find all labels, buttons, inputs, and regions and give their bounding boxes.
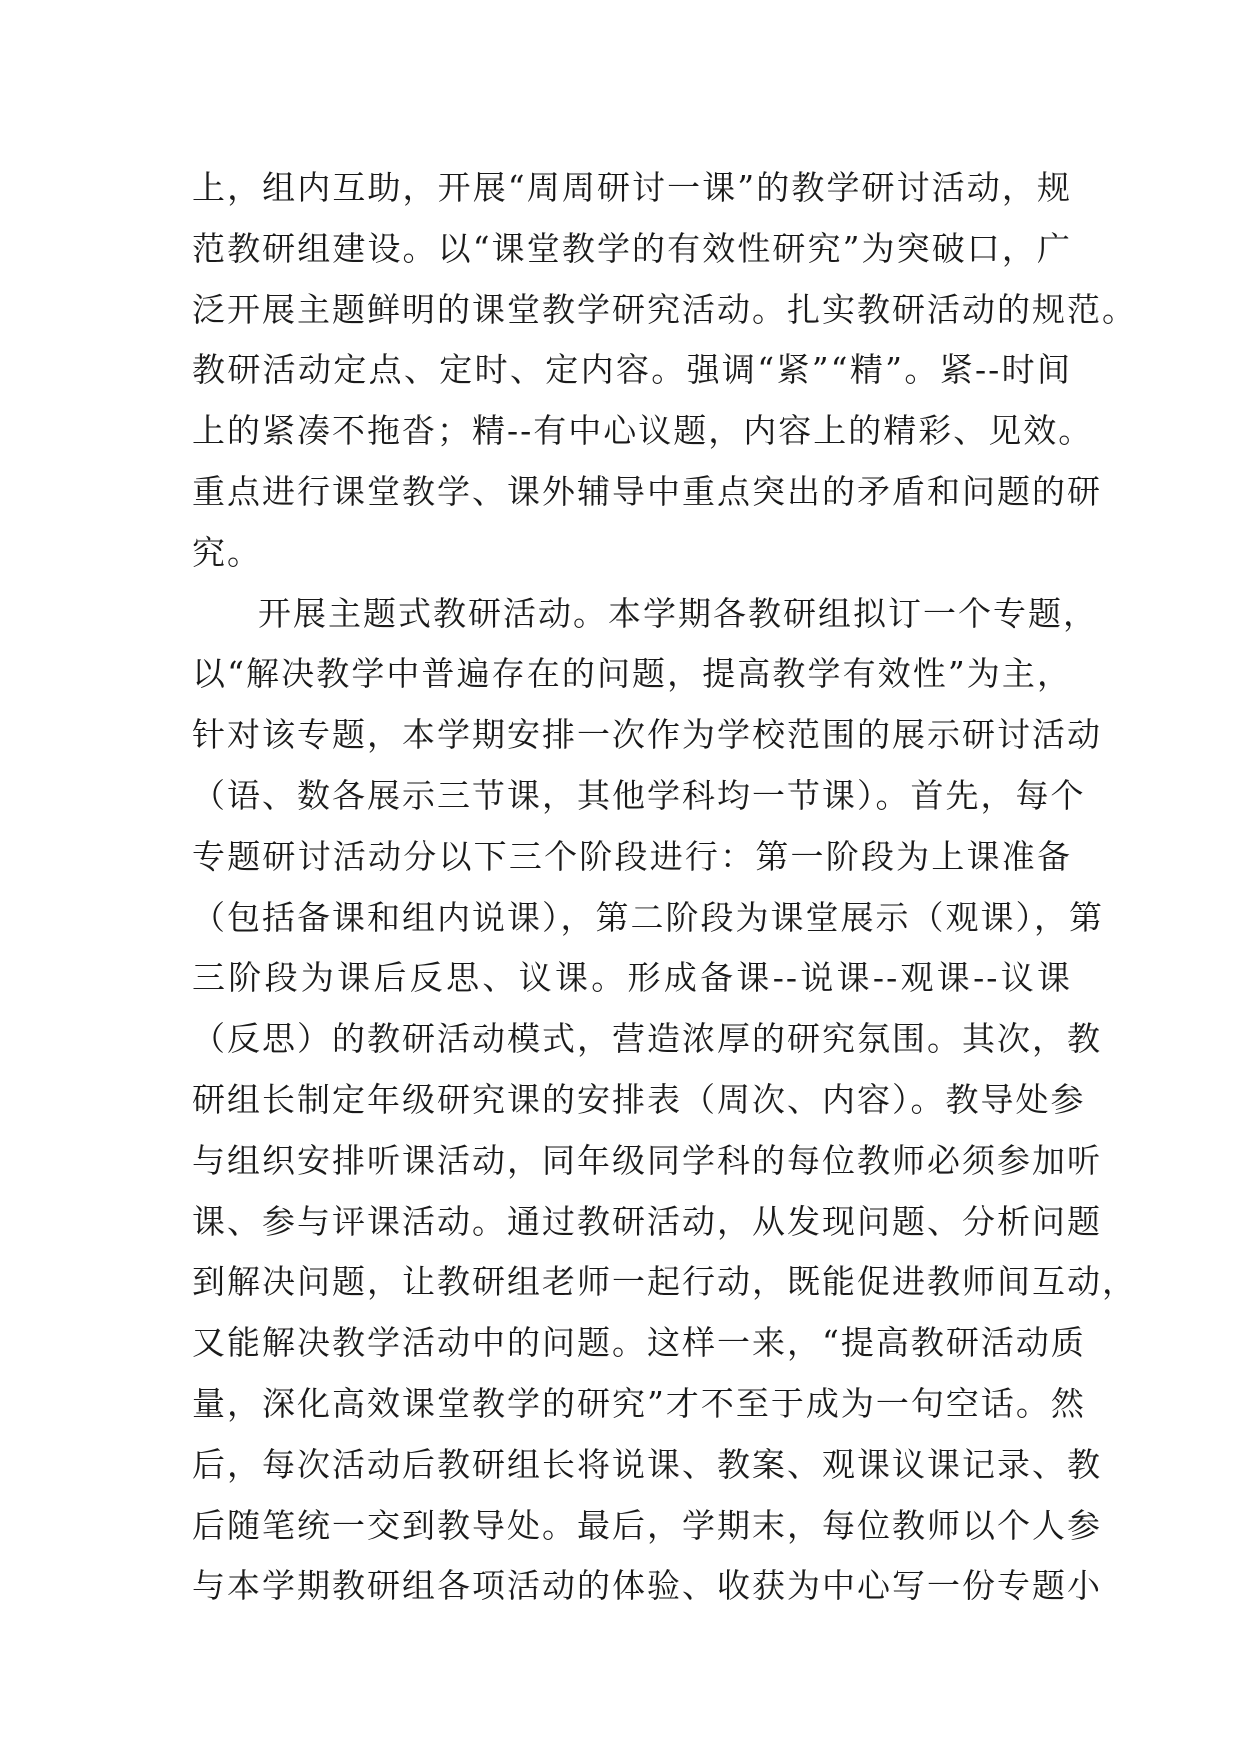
text-line: 与本学期教研组各项活动的体验、收获为中心写一份专题小 xyxy=(192,1566,1102,1606)
document-body xyxy=(192,158,1137,1617)
text-line: 上的紧凑不拖沓；精--有中心议题，内容上的精彩、见效。 xyxy=(192,411,1094,451)
text-line: 究。 xyxy=(192,532,262,572)
text-line: 教研活动定点、定时、定内容。强调“紧”“精”。紧--时间 xyxy=(192,350,1072,390)
text-line: （语、数各展示三节课，其他学科均一节课）。首先，每个 xyxy=(192,775,1086,815)
text-line: 针对该专题，本学期安排一次作为学校范围的展示研讨活动 xyxy=(192,715,1102,755)
paragraph-1 xyxy=(192,158,1137,584)
text-line: 以“解决教学中普遍存在的问题，提高教学有效性”为主， xyxy=(192,654,1072,694)
text-line: 开展主题式教研活动。本学期各教研组拟订一个专题， xyxy=(258,593,1098,633)
text-line: 三阶段为课后反思、议课。形成备课--说课--观课--议课 xyxy=(192,958,1072,998)
text-line: 泛开展主题鲜明的课堂教学研究活动。扎实教研活动的规范。 xyxy=(192,289,1137,329)
text-line: 课、参与评课活动。通过教研活动，从发现问题、分析问题 xyxy=(192,1201,1102,1241)
text-line: 又能解决教学活动中的问题。这样一来，“提高教研活动质 xyxy=(192,1323,1086,1363)
text-line: （反思）的教研活动模式，营造浓厚的研究氛围。其次，教 xyxy=(192,1019,1102,1059)
text-line: 研组长制定年级研究课的安排表（周次、内容）。教导处参 xyxy=(192,1079,1086,1119)
text-line: 量，深化高效课堂教学的研究”才不至于成为一句空话。然 xyxy=(192,1383,1086,1423)
text-line: 重点进行课堂教学、课外辅导中重点突出的矛盾和问题的研 xyxy=(192,471,1102,511)
text-line: 到解决问题，让教研组老师一起行动，既能促进教师间互动， xyxy=(192,1262,1137,1302)
text-line: 上，组内互助，开展“周周研讨一课”的教学研讨活动，规 xyxy=(192,168,1072,207)
text-line: 后随笔统一交到教导处。最后，学期末，每位教师以个人参 xyxy=(192,1505,1102,1545)
text-line: 专题研讨活动分以下三个阶段进行：第一阶段为上课准备 xyxy=(192,836,1072,876)
paragraph-2 xyxy=(192,584,1137,1618)
text-line: 与组织安排听课活动，同年级同学科的每位教师必须参加听 xyxy=(192,1140,1102,1180)
text-line: 后，每次活动后教研组长将说课、教案、观课议课记录、教 xyxy=(192,1444,1102,1484)
text-line: （包括备课和组内说课），第二阶段为课堂展示（观课），第 xyxy=(192,897,1104,937)
text-line: 范教研组建设。以“课堂教学的有效性研究”为突破口，广 xyxy=(192,228,1072,268)
